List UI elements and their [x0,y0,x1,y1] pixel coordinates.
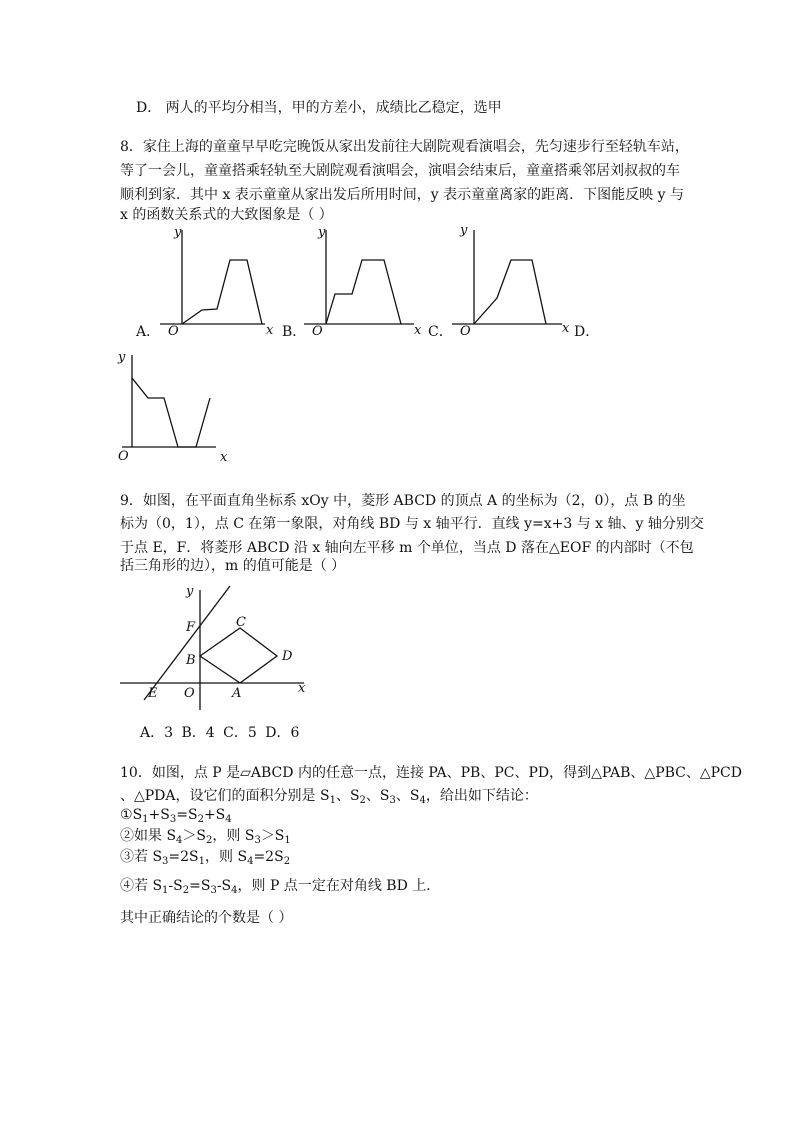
conclusion-1-num: ① [120,807,133,823]
graph-b-label: B． [282,324,307,340]
conclusion-3-num: ③ [120,849,134,865]
q8-text-line-1: 8．家住上海的童童早早吃完晚饭从家出发前往大剧院观看演唱会，先匀速步行至轻轨车站， [120,139,689,155]
graph-a-x-label: x [266,323,274,338]
sub-4: 4 [419,795,426,806]
q8-text-line-2: 等了一会儿，童童搭乘轻轨至大剧院观看演唱会，演唱会结束后，童童搭乘邻居刘叔叔的车 [120,163,680,179]
rhombus-point-e: E [148,686,158,701]
rhombus-figure [112,580,322,720]
q10-conclusion-4 [120,876,440,901]
q8-text-line-3: 顺利到家．其中 x 表示童童从家出发后所用时间，y 表示童童离家的距离．下图能反映 y 与 [120,187,684,203]
sub-1: 1 [329,795,336,806]
graph-b [264,220,434,345]
graph-c-x-label: x [562,321,570,336]
graph-a-y-label: y [174,225,182,240]
q10-conclusion-3 [120,847,290,872]
conclusion-1-text: $S_1+S_3=S_2+S_4$ [132,807,232,825]
graph-a-label: A． [136,324,161,340]
q9-option-c[interactable]: C．5 [223,725,257,741]
q9-option-b[interactable]: B．4 [181,725,215,741]
graph-c-origin: O [460,324,471,339]
q10-text-line-1: 10．如图，点 P 是▱ABCD 内的任意一点，连接 PA、PB、PC、PD，得到△PAB、△PBC、△PCD [120,765,742,781]
graph-c [412,220,602,345]
q9-options [140,722,303,742]
conclusion-4-num: ④ [120,878,134,894]
q8-text-line-4: x 的函数关系式的大致图象是（ ） [120,207,333,223]
sep-2: 、 [365,788,380,804]
graph-d [112,345,242,470]
rhombus-point-c: C [236,615,246,630]
sub-2: 2 [359,795,366,806]
graph-b-origin: O [312,324,323,339]
graph-d-y-label: y [118,350,126,365]
sep-1: 、 [335,788,350,804]
graph-c-y-label: y [460,223,468,238]
q10-line2-prefix: 、△PDA，设它们的面积分别是 S [120,788,330,804]
q9-text-line-2: 标为（0，1），点 C 在第一象限，对角线 BD 与 x 轴平行．直线 y=x+3 与 x 轴、y 轴分别交 [120,516,704,532]
q9-text-line-3: 于点 E，F．将菱形 ABCD 沿 x 轴向左平移 m 个单位，当点 D 落在△EOF 的内部时（不包 [120,540,694,556]
q10-question: 其中正确结论的个数是（ ） [120,910,293,926]
q7-option-d: D． 两人的平均分相当，甲的方差小，成绩比乙稳定，选甲 [136,100,502,116]
rhombus-point-d: D [282,649,293,664]
sub-3: 3 [389,795,396,806]
rhombus-origin: O [184,686,195,701]
graph-a-origin: O [168,324,179,339]
graph-d-origin: O [118,449,129,464]
q9-option-d[interactable]: D．6 [265,725,300,741]
rhombus-point-b: B [186,653,196,668]
rhombus-x-label: x [298,681,306,696]
q10-text-line-2: 、△PDA，设它们的面积分别是 $S_1$、$S_2$、$S_3$、$S_4$，给出如下结论： [120,788,538,806]
graph-d-x-label: x [220,450,228,465]
rhombus-point-f: F [186,620,196,635]
conclusion-3-text: 若 $S_3=2S_1$，则 $S_4=2S_2$ [134,849,291,867]
q9-text-line-4: 括三角形的边），m 的值可能是（ ） [120,558,346,574]
conclusion-2-text: 如果 $S_4>S_2$，则 $S_3>S_1$ [134,828,291,846]
sep-3: 、 [395,788,410,804]
q9-text-line-1: 9．如图，在平面直角坐标系 xOy 中，菱形 ABCD 的顶点 A 的坐标为（2，0），点 B 的坐 [120,493,686,509]
rhombus-point-a: A [232,686,242,701]
conclusion-2-num: ② [120,828,134,844]
graph-c-label: C． [428,324,453,340]
graph-b-x-label: x [414,323,422,338]
graph-b-y-label: y [318,225,326,240]
graph-d-label: D． [574,324,600,340]
rhombus-y-label: y [186,584,194,599]
q10-line2-suffix: ，给出如下结论： [425,788,538,804]
conclusion-4-text: 若 $S_1-S_2=S_3-S_4$，则 P 点一定在对角线 BD 上． [134,878,441,896]
q9-option-a[interactable]: A．3 [140,725,174,741]
